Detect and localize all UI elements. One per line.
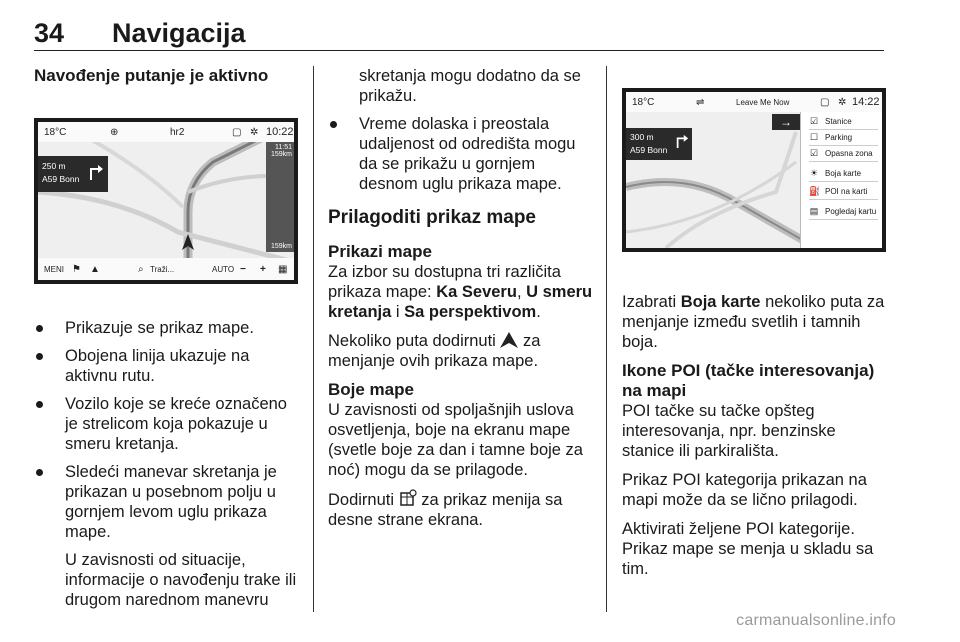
sun-icon: ☀: [809, 168, 819, 178]
station-label: hr2: [170, 126, 185, 138]
column-2: [328, 66, 598, 539]
nav-screen-2: [622, 88, 886, 252]
subheading-poi-icons: Ikone POI (tačke interesovanja) na mapi: [622, 361, 875, 400]
list-item: Vreme dolaska i preostala udaljenost od odredišta mogu da se prikažu u gornjem desnom uglu prikaza mape.: [328, 114, 598, 194]
menu-button[interactable]: MENI: [44, 264, 64, 274]
phone-icon[interactable]: ▢: [232, 126, 242, 138]
column-divider-1: [313, 66, 314, 612]
list-item: Sledeći manevar skretanja je prikazan u posebnom polju u gornjem levom uglu prikaza mape. U zavisnosti od situacije, informacije o navođenju trake ili drugom narednom manevru: [34, 462, 304, 610]
maneuver-panel: [38, 156, 108, 192]
search-icon[interactable]: ⌕: [138, 263, 144, 275]
globe-icon[interactable]: ⊕: [110, 126, 119, 138]
menu-close-button[interactable]: →: [772, 114, 800, 130]
checkbox-unchecked-icon[interactable]: ☐: [809, 132, 819, 142]
phone-icon[interactable]: ▢: [820, 96, 830, 108]
turn-right-icon: [675, 134, 689, 148]
usb-icon[interactable]: ⇌: [696, 96, 705, 108]
list-item-continued: skretanja mogu dodatno da se prikažu.: [359, 67, 581, 105]
map-side-menu: [800, 112, 882, 248]
temperature: 18°C: [632, 96, 655, 108]
turn-right-icon: [88, 164, 104, 180]
paragraph-poi-definition: POI tačke su tačke opšteg interesovanja, npr. benzinske stanice ili parkirališta.: [622, 402, 836, 460]
gear-icon[interactable]: ✲: [838, 96, 847, 108]
status-bar: [626, 92, 882, 112]
maneuver-road: A59 Bonn: [42, 174, 80, 184]
zoom-out-icon[interactable]: −: [240, 263, 246, 275]
header-rule: [34, 50, 884, 51]
map-view-icon: ▤: [809, 206, 819, 216]
list-item: Obojena linija ukazuje na aktivnu rutu.: [34, 346, 304, 386]
search-label[interactable]: Traži...: [150, 264, 175, 274]
paragraph-map-views: Za izbor su dostupna tri različita prikaza mape: Ka Severu, U smeru kretanja i Sa perspektivom.: [328, 263, 593, 321]
auto-zoom-label[interactable]: AUTO: [212, 264, 235, 274]
checkbox-checked-icon[interactable]: ☑: [809, 116, 819, 126]
page-number: 34: [34, 18, 65, 48]
list-item: Vozilo koje se kreće označeno je strelicom koja pokazuje u smeru kretanja.: [34, 394, 304, 454]
menu-item-danger-zone[interactable]: ☑ Opasna zona: [809, 146, 878, 162]
paragraph-poi-activate: Aktivirati željene POI kategorije. Prikaz mape se menja u skladu sa tim.: [622, 520, 874, 578]
paragraph-tap-menu: Dodirnuti za prikaz menija sa desne strane ekrana.: [328, 491, 563, 529]
maneuver-distance: 300 m: [630, 132, 654, 142]
column-divider-2: [606, 66, 607, 612]
column-3-text: [622, 292, 888, 588]
clock: 10:22: [266, 126, 294, 138]
paragraph-tap-view: Nekoliko puta dodirnuti za menjanje ovih prikaza mape.: [328, 332, 541, 370]
remaining-distance: 159km: [270, 151, 292, 158]
arrival-panel: [266, 142, 294, 252]
status-bar: [38, 122, 294, 142]
maneuver-distance: 250 m: [42, 161, 66, 171]
section-heading-active-guidance: Navođenje putanje je aktivno: [34, 66, 269, 85]
maneuver-panel: [626, 128, 692, 160]
watermark: carmanualsonline.info: [736, 612, 896, 629]
subheading-map-colors: Boje mape: [328, 380, 414, 399]
subheading-map-views: Prikazi mape: [328, 242, 432, 261]
menu-item-stations[interactable]: ☑ Stanice: [809, 114, 878, 130]
map-menu-icon: [399, 489, 417, 507]
map-roads: [38, 122, 294, 280]
temperature: 18°C: [44, 126, 67, 138]
flag-icon[interactable]: ⚑: [72, 263, 81, 275]
checkbox-checked-icon[interactable]: ☑: [809, 148, 819, 158]
section-heading-adjust-map: Prilagoditi prikaz mape: [328, 207, 536, 228]
track-label: Leave Me Now: [736, 97, 790, 107]
arrival-time: 11:51: [275, 144, 292, 151]
navigation-arrow-icon: [500, 332, 518, 348]
bottom-bar: [38, 258, 294, 280]
map-menu-icon[interactable]: ▦: [278, 263, 288, 275]
view-arrow-icon[interactable]: ▲: [90, 263, 100, 275]
nav-screen-1: [34, 118, 298, 284]
menu-item-parking[interactable]: ☐ Parking: [809, 130, 878, 146]
poi-icon: ⛽: [809, 186, 821, 196]
paragraph-poi-customize: Prikaz POI kategorija prikazan na mapi može da se lično prilagodi.: [622, 471, 867, 509]
paragraph-map-colors: U zavisnosti od spoljašnjih uslova osvetljenja, boje na ekranu mape (svetle boje za dan i tamne boje za noć) mogu da se prilagode.: [328, 401, 583, 479]
list-item: Prikazuje se prikaz mape.: [34, 318, 304, 338]
menu-item-view-map[interactable]: ▤ Pogledaj kartu: [809, 204, 878, 220]
menu-item-poi-on-map[interactable]: ⛽ POI na karti: [809, 184, 878, 200]
menu-item-map-color[interactable]: ☀ Boja karte: [809, 166, 878, 182]
list-item-continuation: U zavisnosti od situacije, informacije o navođenju trake ili drugom narednom manevru: [65, 551, 297, 609]
zoom-in-icon[interactable]: +: [260, 263, 266, 275]
maneuver-road: A59 Bonn: [630, 145, 668, 155]
remaining-distance-bottom: 159km: [270, 243, 292, 250]
clock: 14:22: [852, 96, 880, 108]
gear-icon[interactable]: ✲: [250, 126, 259, 138]
page-title: Navigacija: [112, 18, 246, 48]
paragraph-map-color: Izabrati Boja karte nekoliko puta za menjanje između svetlih i tamnih boja.: [622, 293, 885, 351]
column-1-text: [34, 318, 304, 618]
column-1: [34, 66, 302, 86]
